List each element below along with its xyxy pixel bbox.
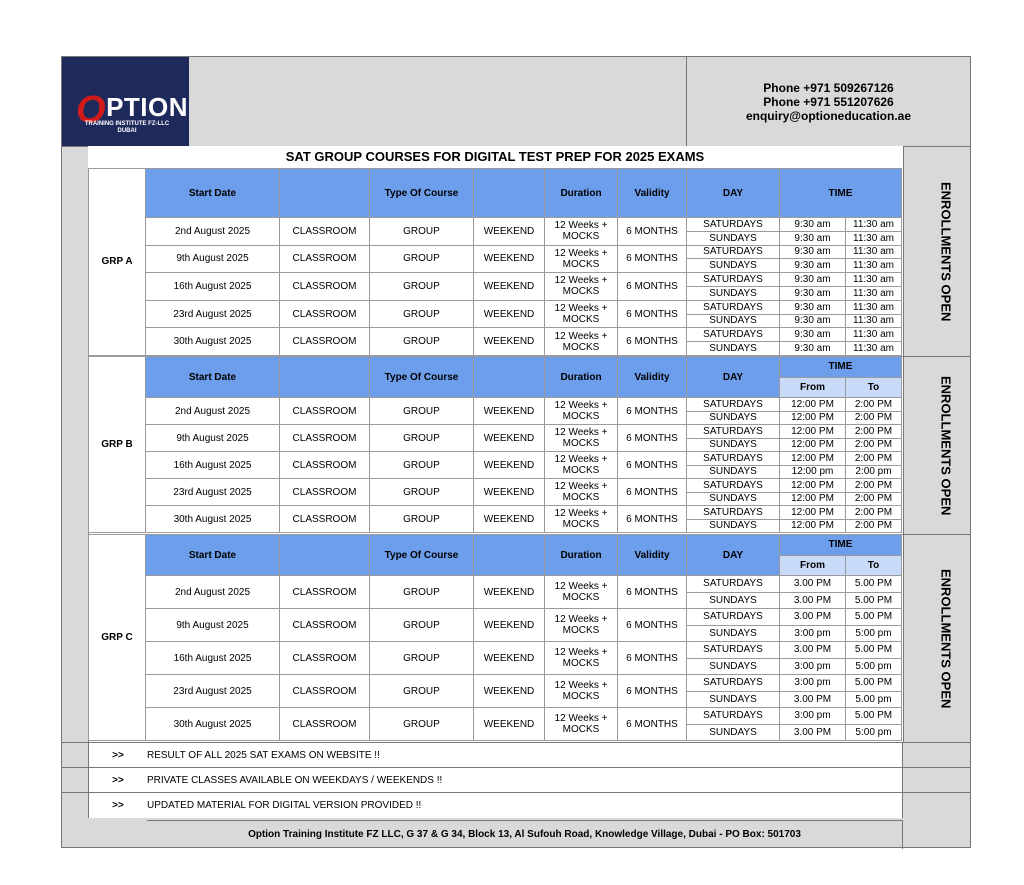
course-type-cell: GROUP <box>370 273 474 301</box>
course-type-cell: GROUP <box>370 425 474 452</box>
col-header-to: To <box>846 377 902 398</box>
time-to-cell: 11:30 am <box>846 218 902 232</box>
schedule-cell: WEEKEND <box>474 273 545 301</box>
day-cell: SATURDAYS <box>687 328 780 342</box>
col-header-day: DAY <box>687 357 780 398</box>
col-header-type: Type Of Course <box>370 535 474 576</box>
course-type-cell: GROUP <box>370 218 474 246</box>
day-cell: SATURDAYS <box>687 245 780 259</box>
col-header-blank <box>280 535 370 576</box>
table-row <box>89 398 902 412</box>
duration-cell: 12 Weeks + MOCKS <box>545 506 618 533</box>
time-from-cell: 9:30 am <box>780 300 846 314</box>
table-row <box>89 675 902 692</box>
start-date-cell: 30th August 2025 <box>146 506 280 533</box>
course-type-cell: GROUP <box>370 300 474 328</box>
time-from-cell: 9:30 am <box>780 245 846 259</box>
validity-cell: 6 MONTHS <box>618 300 687 328</box>
schedule-cell: WEEKEND <box>474 300 545 328</box>
day-cell: SUNDAYS <box>687 658 780 675</box>
validity-cell: 6 MONTHS <box>618 328 687 356</box>
mode-cell: CLASSROOM <box>280 609 370 642</box>
start-date-cell: 23rd August 2025 <box>146 479 280 506</box>
time-from-cell: 3.00 PM <box>780 609 846 626</box>
time-from-cell: 3:00 pm <box>780 708 846 725</box>
time-to-cell: 5.00 pm <box>846 691 902 708</box>
day-cell: SATURDAYS <box>687 609 780 626</box>
time-to-cell: 2:00 PM <box>846 425 902 439</box>
duration-cell: 12 Weeks + MOCKS <box>545 328 618 356</box>
time-from-cell: 12:00 PM <box>780 452 846 466</box>
col-header-start-date: Start Date <box>146 357 280 398</box>
col-header-day: DAY <box>687 169 780 218</box>
col-header-duration: Duration <box>545 535 618 576</box>
page-title: SAT GROUP COURSES FOR DIGITAL TEST PREP FOR 2025 EXAMS <box>88 146 902 169</box>
schedule-cell: WEEKEND <box>474 708 545 741</box>
col-header-to: To <box>846 555 902 576</box>
day-cell: SATURDAYS <box>687 218 780 232</box>
schedule-cell: WEEKEND <box>474 328 545 356</box>
start-date-cell: 2nd August 2025 <box>146 218 280 246</box>
mode-cell: CLASSROOM <box>280 675 370 708</box>
schedule-cell: WEEKEND <box>474 576 545 609</box>
col-header-from: From <box>780 555 846 576</box>
start-date-cell: 16th August 2025 <box>146 642 280 675</box>
validity-cell: 6 MONTHS <box>618 576 687 609</box>
time-from-cell: 9:30 am <box>780 231 846 245</box>
table-row <box>89 479 902 493</box>
note-row <box>62 742 970 768</box>
day-cell: SATURDAYS <box>687 642 780 659</box>
enrollments-open-label-a: ENROLLMENTS OPEN <box>938 182 954 322</box>
time-from-cell: 9:30 am <box>780 286 846 300</box>
day-cell: SATURDAYS <box>687 479 780 493</box>
mode-cell: CLASSROOM <box>280 642 370 675</box>
day-cell: SUNDAYS <box>687 342 780 356</box>
duration-cell: 12 Weeks + MOCKS <box>545 708 618 741</box>
validity-cell: 6 MONTHS <box>618 642 687 675</box>
start-date-cell: 23rd August 2025 <box>146 675 280 708</box>
col-header-type: Type Of Course <box>370 169 474 218</box>
schedule-sheet <box>61 56 971 848</box>
table-row <box>89 300 902 314</box>
mode-cell: CLASSROOM <box>280 506 370 533</box>
course-type-cell: GROUP <box>370 328 474 356</box>
course-type-cell: GROUP <box>370 642 474 675</box>
course-type-cell: GROUP <box>370 398 474 425</box>
contact-info <box>687 81 970 123</box>
table-row <box>89 425 902 439</box>
validity-cell: 6 MONTHS <box>618 273 687 301</box>
duration-cell: 12 Weeks + MOCKS <box>545 398 618 425</box>
start-date-cell: 9th August 2025 <box>146 609 280 642</box>
col-header-time: TIME <box>780 535 902 556</box>
time-from-cell: 3.00 PM <box>780 592 846 609</box>
duration-cell: 12 Weeks + MOCKS <box>545 479 618 506</box>
day-cell: SATURDAYS <box>687 708 780 725</box>
schedule-cell: WEEKEND <box>474 218 545 246</box>
time-from-cell: 3.00 PM <box>780 691 846 708</box>
duration-cell: 12 Weeks + MOCKS <box>545 576 618 609</box>
day-cell: SUNDAYS <box>687 492 780 506</box>
time-to-cell: 5.00 PM <box>846 609 902 626</box>
duration-cell: 12 Weeks + MOCKS <box>545 642 618 675</box>
time-from-cell: 9:30 am <box>780 259 846 273</box>
course-type-cell: GROUP <box>370 506 474 533</box>
mode-cell: CLASSROOM <box>280 452 370 479</box>
col-header-time: TIME <box>780 357 902 378</box>
day-cell: SATURDAYS <box>687 300 780 314</box>
time-to-cell: 11:30 am <box>846 286 902 300</box>
col-header-duration: Duration <box>545 357 618 398</box>
logo-subtitle: TRAINING INSTITUTE FZ-LLC DUBAI <box>84 121 170 134</box>
mode-cell: CLASSROOM <box>280 479 370 506</box>
time-to-cell: 11:30 am <box>846 259 902 273</box>
day-cell: SATURDAYS <box>687 398 780 412</box>
time-to-cell: 2:00 PM <box>846 398 902 412</box>
col-header-duration: Duration <box>545 169 618 218</box>
duration-cell: 12 Weeks + MOCKS <box>545 245 618 273</box>
start-date-cell: 23rd August 2025 <box>146 300 280 328</box>
time-to-cell: 2:00 pm <box>846 465 902 479</box>
time-to-cell: 11:30 am <box>846 245 902 259</box>
mode-cell: CLASSROOM <box>280 245 370 273</box>
col-header-start-date: Start Date <box>146 169 280 218</box>
mode-cell: CLASSROOM <box>280 328 370 356</box>
duration-cell: 12 Weeks + MOCKS <box>545 609 618 642</box>
mode-cell: CLASSROOM <box>280 398 370 425</box>
start-date-cell: 2nd August 2025 <box>146 576 280 609</box>
day-cell: SUNDAYS <box>687 625 780 642</box>
time-from-cell: 12:00 PM <box>780 519 846 533</box>
mode-cell: CLASSROOM <box>280 300 370 328</box>
validity-cell: 6 MONTHS <box>618 675 687 708</box>
validity-cell: 6 MONTHS <box>618 452 687 479</box>
time-to-cell: 11:30 am <box>846 300 902 314</box>
time-from-cell: 3.00 PM <box>780 724 846 741</box>
day-cell: SATURDAYS <box>687 425 780 439</box>
group-label: GRP C <box>89 535 146 741</box>
day-cell: SUNDAYS <box>687 411 780 425</box>
validity-cell: 6 MONTHS <box>618 218 687 246</box>
start-date-cell: 9th August 2025 <box>146 425 280 452</box>
day-cell: SUNDAYS <box>687 465 780 479</box>
table-row <box>89 576 902 593</box>
time-from-cell: 12:00 pm <box>780 465 846 479</box>
logo-wordmark: OPTION <box>76 89 189 131</box>
mode-cell: CLASSROOM <box>280 273 370 301</box>
time-to-cell: 11:30 am <box>846 342 902 356</box>
note-row <box>62 767 970 793</box>
time-from-cell: 12:00 PM <box>780 411 846 425</box>
day-cell: SUNDAYS <box>687 259 780 273</box>
start-date-cell: 30th August 2025 <box>146 328 280 356</box>
enrollments-open-label-b: ENROLLMENTS OPEN <box>938 376 954 516</box>
col-header-validity: Validity <box>618 169 687 218</box>
day-cell: SUNDAYS <box>687 314 780 328</box>
email[interactable]: enquiry@optioneducation.ae <box>745 109 912 123</box>
time-to-cell: 5.00 PM <box>846 576 902 593</box>
table-row <box>89 506 902 520</box>
time-from-cell: 12:00 PM <box>780 506 846 520</box>
schedule-cell: WEEKEND <box>474 609 545 642</box>
schedule-cell: WEEKEND <box>474 642 545 675</box>
table-row <box>89 273 902 287</box>
course-type-cell: GROUP <box>370 609 474 642</box>
time-from-cell: 9:30 am <box>780 342 846 356</box>
day-cell: SUNDAYS <box>687 691 780 708</box>
header <box>62 57 970 147</box>
note-arrow: >> <box>88 793 148 818</box>
time-from-cell: 12:00 PM <box>780 492 846 506</box>
time-from-cell: 9:30 am <box>780 218 846 232</box>
time-from-cell: 3:00 pm <box>780 658 846 675</box>
table-row <box>89 452 902 466</box>
group-table <box>88 356 902 533</box>
mode-cell: CLASSROOM <box>280 425 370 452</box>
time-to-cell: 2:00 PM <box>846 411 902 425</box>
validity-cell: 6 MONTHS <box>618 708 687 741</box>
course-type-cell: GROUP <box>370 708 474 741</box>
col-header-blank <box>474 535 545 576</box>
group-label: GRP A <box>89 169 146 356</box>
time-to-cell: 5:00 pm <box>846 658 902 675</box>
course-type-cell: GROUP <box>370 479 474 506</box>
table-row <box>89 708 902 725</box>
start-date-cell: 2nd August 2025 <box>146 398 280 425</box>
schedule-cell: WEEKEND <box>474 245 545 273</box>
time-from-cell: 12:00 PM <box>780 438 846 452</box>
time-to-cell: 5:00 pm <box>846 724 902 741</box>
time-to-cell: 11:30 am <box>846 314 902 328</box>
header-row <box>89 169 902 218</box>
validity-cell: 6 MONTHS <box>618 425 687 452</box>
day-cell: SUNDAYS <box>687 724 780 741</box>
time-from-cell: 9:30 am <box>780 328 846 342</box>
day-cell: SATURDAYS <box>687 675 780 692</box>
group-table <box>88 168 902 356</box>
mode-cell: CLASSROOM <box>280 218 370 246</box>
course-type-cell: GROUP <box>370 452 474 479</box>
phone-1: Phone +971 509267126 <box>763 81 894 95</box>
day-cell: SUNDAYS <box>687 438 780 452</box>
note-text: PRIVATE CLASSES AVAILABLE ON WEEKDAYS / WEEKENDS !! <box>147 768 903 793</box>
schedule-cell: WEEKEND <box>474 479 545 506</box>
time-to-cell: 5.00 PM <box>846 592 902 609</box>
validity-cell: 6 MONTHS <box>618 506 687 533</box>
schedule-cell: WEEKEND <box>474 425 545 452</box>
day-cell: SUNDAYS <box>687 286 780 300</box>
time-to-cell: 5.00 PM <box>846 708 902 725</box>
time-to-cell: 2:00 PM <box>846 479 902 493</box>
schedule-cell: WEEKEND <box>474 675 545 708</box>
header-row <box>89 535 902 556</box>
time-to-cell: 2:00 PM <box>846 506 902 520</box>
group-table <box>88 534 902 741</box>
address-footer: Option Training Institute FZ LLC, G 37 & G 34, Block 13, Al Sufouh Road, Knowledge Village, Dubai - PO Box: 501703 <box>147 820 903 849</box>
duration-cell: 12 Weeks + MOCKS <box>545 425 618 452</box>
time-to-cell: 5.00 PM <box>846 642 902 659</box>
course-type-cell: GROUP <box>370 245 474 273</box>
col-header-time: TIME <box>780 169 902 218</box>
note-arrow: >> <box>88 743 148 768</box>
time-to-cell: 5:00 pm <box>846 625 902 642</box>
time-from-cell: 9:30 am <box>780 314 846 328</box>
time-to-cell: 5.00 PM <box>846 675 902 692</box>
validity-cell: 6 MONTHS <box>618 398 687 425</box>
time-from-cell: 12:00 PM <box>780 479 846 493</box>
header-row <box>89 357 902 378</box>
schedule-cell: WEEKEND <box>474 452 545 479</box>
mode-cell: CLASSROOM <box>280 576 370 609</box>
time-from-cell: 12:00 PM <box>780 398 846 412</box>
duration-cell: 12 Weeks + MOCKS <box>545 218 618 246</box>
time-from-cell: 3:00 pm <box>780 625 846 642</box>
schedule-cell: WEEKEND <box>474 506 545 533</box>
time-from-cell: 9:30 am <box>780 273 846 287</box>
time-to-cell: 11:30 am <box>846 231 902 245</box>
time-to-cell: 11:30 am <box>846 328 902 342</box>
table-row <box>89 245 902 259</box>
start-date-cell: 16th August 2025 <box>146 452 280 479</box>
logo <box>62 57 189 146</box>
col-header-type: Type Of Course <box>370 357 474 398</box>
time-from-cell: 12:00 PM <box>780 425 846 439</box>
course-type-cell: GROUP <box>370 675 474 708</box>
validity-cell: 6 MONTHS <box>618 245 687 273</box>
day-cell: SATURDAYS <box>687 452 780 466</box>
col-header-day: DAY <box>687 535 780 576</box>
table-row <box>89 609 902 626</box>
validity-cell: 6 MONTHS <box>618 479 687 506</box>
duration-cell: 12 Weeks + MOCKS <box>545 452 618 479</box>
enrollments-open-label-c: ENROLLMENTS OPEN <box>938 568 954 709</box>
col-header-validity: Validity <box>618 535 687 576</box>
mode-cell: CLASSROOM <box>280 708 370 741</box>
day-cell: SATURDAYS <box>687 506 780 520</box>
col-header-blank <box>280 357 370 398</box>
day-cell: SUNDAYS <box>687 231 780 245</box>
table-row <box>89 642 902 659</box>
time-to-cell: 2:00 PM <box>846 519 902 533</box>
col-header-blank <box>280 169 370 218</box>
note-text: UPDATED MATERIAL FOR DIGITAL VERSION PROVIDED !! <box>147 793 903 818</box>
col-header-blank <box>474 357 545 398</box>
time-to-cell: 2:00 PM <box>846 492 902 506</box>
validity-cell: 6 MONTHS <box>618 609 687 642</box>
schedule-cell: WEEKEND <box>474 398 545 425</box>
duration-cell: 12 Weeks + MOCKS <box>545 273 618 301</box>
note-row <box>62 792 970 818</box>
start-date-cell: 30th August 2025 <box>146 708 280 741</box>
day-cell: SATURDAYS <box>687 273 780 287</box>
col-header-start-date: Start Date <box>146 535 280 576</box>
duration-cell: 12 Weeks + MOCKS <box>545 300 618 328</box>
time-to-cell: 11:30 am <box>846 273 902 287</box>
time-from-cell: 3.00 PM <box>780 642 846 659</box>
day-cell: SUNDAYS <box>687 519 780 533</box>
table-row <box>89 328 902 342</box>
note-text: RESULT OF ALL 2025 SAT EXAMS ON WEBSITE !! <box>147 743 903 768</box>
day-cell: SATURDAYS <box>687 576 780 593</box>
day-cell: SUNDAYS <box>687 592 780 609</box>
col-header-validity: Validity <box>618 357 687 398</box>
group-label: GRP B <box>89 357 146 533</box>
col-header-blank <box>474 169 545 218</box>
duration-cell: 12 Weeks + MOCKS <box>545 675 618 708</box>
course-type-cell: GROUP <box>370 576 474 609</box>
col-header-from: From <box>780 377 846 398</box>
time-to-cell: 2:00 PM <box>846 438 902 452</box>
time-to-cell: 2:00 PM <box>846 452 902 466</box>
time-from-cell: 3.00 PM <box>780 576 846 593</box>
start-date-cell: 16th August 2025 <box>146 273 280 301</box>
table-row <box>89 218 902 232</box>
start-date-cell: 9th August 2025 <box>146 245 280 273</box>
time-from-cell: 3:00 pm <box>780 675 846 692</box>
phone-2: Phone +971 551207626 <box>763 95 894 109</box>
note-arrow: >> <box>88 768 148 793</box>
